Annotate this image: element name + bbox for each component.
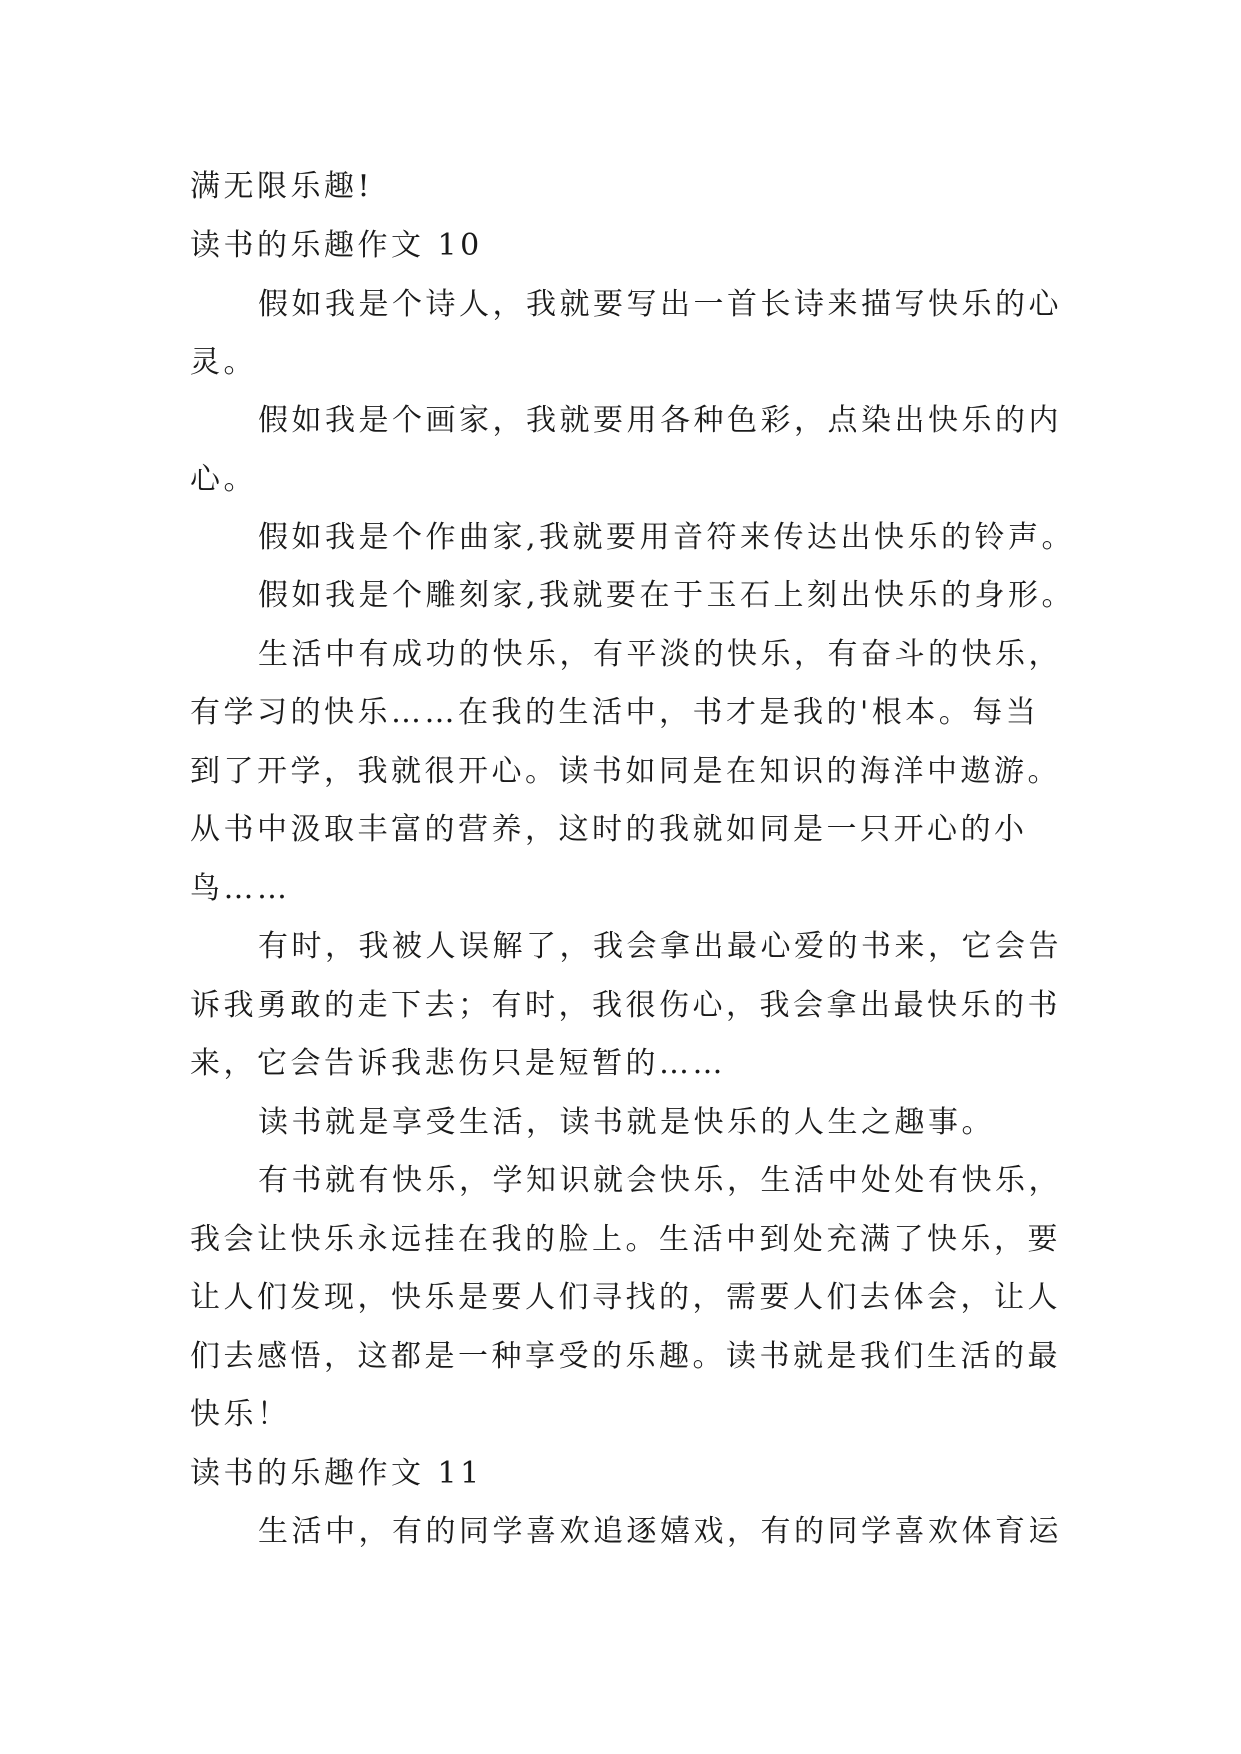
text-line: 假如我是个作曲家,我就要用音符来传达出快乐的铃声。 [258,520,1076,555]
text-line: 生活中，有的同学喜欢追逐嬉戏，有的同学喜欢体育运 [258,1514,1062,1549]
text-line: 假如我是个画家，我就要用各种色彩，点染出快乐的内 [258,403,1062,438]
text-line: 让人们发现，快乐是要人们寻找的，需要人们去体会，让人 [190,1280,1061,1315]
text-line: 从书中汲取丰富的营养，这时的我就如同是一只开心的小 [190,812,1028,847]
text-line: 我会让快乐永远挂在我的脸上。生活中到处充满了快乐，要 [190,1222,1061,1257]
text-line: 灵。 [190,345,257,380]
text-line: 有学习的快乐……在我的生活中，书才是我的'根本。每当 [190,695,1040,730]
text-line: 诉我勇敢的走下去；有时，我很伤心，我会拿出最快乐的书 [190,988,1061,1023]
section-heading: 读书的乐趣作文 11 [190,1456,483,1491]
text-line: 们去感悟，这都是一种享受的乐趣。读书就是我们生活的最 [190,1339,1061,1374]
text-line: 快乐！ [190,1397,291,1432]
text-line: 生活中有成功的快乐，有平淡的快乐，有奋斗的快乐， [258,637,1062,672]
text-line: 满无限乐趣! [190,169,374,204]
section-heading: 读书的乐趣作文 10 [190,228,483,263]
text-line: 有书就有快乐，学知识就会快乐，生活中处处有快乐， [258,1163,1062,1198]
text-line: 到了开学，我就很开心。读书如同是在知识的海洋中遨游。 [190,754,1061,789]
text-line: 来，它会告诉我悲伤只是短暂的…… [190,1046,726,1081]
text-line: 假如我是个诗人，我就要写出一首长诗来描写快乐的心 [258,287,1062,322]
text-line: 读书就是享受生活，读书就是快乐的人生之趣事。 [258,1105,995,1140]
text-line: 有时，我被人误解了，我会拿出最心爱的书来，它会告 [258,929,1062,964]
text-line: 假如我是个雕刻家,我就要在于玉石上刻出快乐的身形。 [258,578,1076,613]
text-line: 鸟…… [190,871,291,906]
text-line: 心。 [190,462,257,497]
